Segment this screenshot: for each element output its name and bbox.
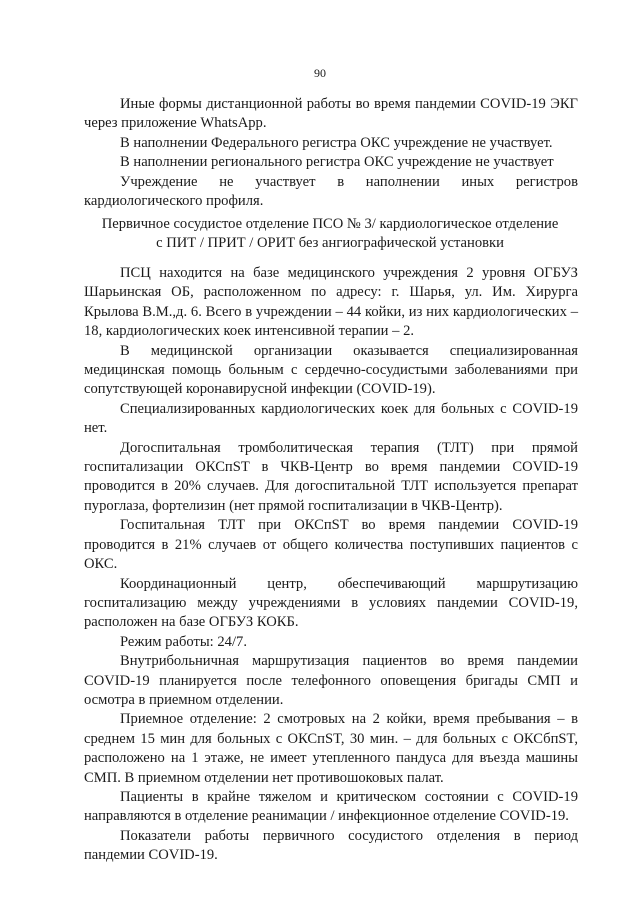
paragraph: Учреждение не участвует в наполнении иных регистров кардиологического профиля. [84, 173, 578, 210]
paragraph: Госпитальная ТЛТ при ОКСпST во время пандемии COVID-19 проводится в 21% случаев от общего количества поступивших пациентов с ОКС. [84, 517, 578, 573]
paragraph: Приемное отделение: 2 смотровых на 2 койки, время пребывания – в среднем 15 мин для больных с ОКСпST, 30 мин. – для больных с ОКСбпST, расположено на 1 этаже, не имеет утепленного пандуса для въезда машины СМП. В приемном отделении нет противошоковых палат. [84, 711, 578, 786]
paragraph: Иные формы дистанционной работы во время пандемии COVID-19 ЭКГ через приложение WhatsApp. [84, 96, 578, 132]
paragraph: Показатели работы первичного сосудистого отделения в период пандемии COVID-19. [84, 827, 578, 864]
body-paragraphs [84, 264, 578, 866]
paragraph: В наполнении регионального регистра ОКС учреждение не участвует [120, 154, 554, 171]
paragraph: Режим работы: 24/7. [120, 633, 247, 650]
paragraph: Внутрибольничная маршрутизация пациентов во время пандемии COVID-19 планируется после телефонного оповещения бригады СМП и осмотра в приемном отделении. [84, 653, 578, 708]
paragraph: Координационный центр, обеспечивающий маршрутизацию госпитализацию между учреждениями в условиях пандемии COVID-19, расположен на базе ОГБУЗ КОКБ. [84, 575, 578, 631]
paragraph: В наполнении Федерального регистра ОКС учреждение не участвует. [120, 134, 553, 151]
paragraph: ПСЦ находится на базе медицинского учреждения 2 уровня ОГБУЗ Шарьинская ОБ, расположенном по адресу: г. Шарья, ул. Им. Хирурга Крылова В.М.,д. 6. Всего в учреждении – 44 койки, из них кардиологических –18, кардиологических коек интенсивной терапии – 2. [84, 265, 578, 340]
section-heading-line: с ПИТ / ПРИТ / ОРИТ без ангиографической установки [156, 235, 504, 252]
paragraph: Догоспитальная тромболитическая терапия (ТЛТ) при прямой госпитализации ОКСпST в ЧКВ-Центр во время пандемии COVID-19 проводится в 20% случаев. Для догоспитальной ТЛТ используется препарат пуроглаза, фортелизин (нет прямой госпитализации в ЧКВ-Центр). [84, 439, 578, 514]
intro-paragraphs [84, 95, 578, 211]
section-heading-line: Первичное сосудистое отделение ПСО № 3/ кардиологическое отделение [101, 216, 559, 232]
paragraph: В медицинской организации оказывается специализированная медицинская помощь больным с сердечно-сосудистыми заболеваниями при сопутствующей коронавирусной инфекции (COVID-19). [84, 342, 578, 398]
paragraph: Специализированных кардиологических коек для больных с COVID-19 нет. [84, 400, 578, 437]
page-number: 90 [314, 66, 326, 80]
paragraph: Пациенты в крайне тяжелом и критическом состоянии с COVID-19 направляются в отделение реанимации / инфекционное отделение COVID-19. [84, 788, 578, 825]
section-heading [70, 215, 590, 254]
